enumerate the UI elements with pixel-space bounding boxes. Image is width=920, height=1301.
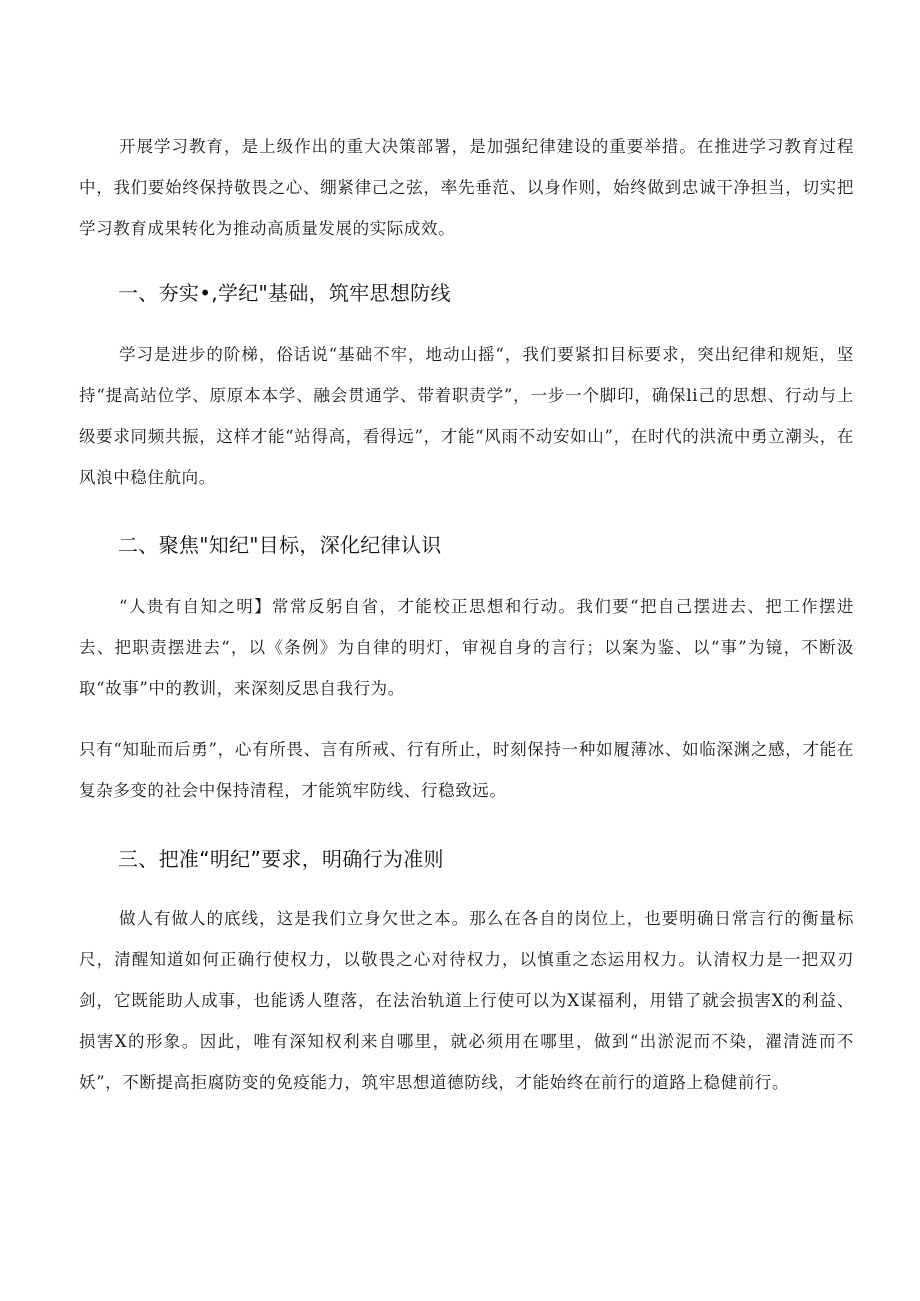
- section-heading-1: 一、夯实•,学纪"基础，筑牢思想防线: [118, 281, 451, 305]
- section-2-paragraph-2: 只有“知耻而后勇”，心有所畏、言有所戒、行有所止，时刻保持一种如履薄冰、如临深渊之感，才能在复杂多变的社会中保持清程，才能筑牢防线、行稳致远。: [79, 740, 854, 800]
- intro-paragraph: 开展学习教育，是上级作出的重大决策部署，是加强纪律建设的重要举措。在推进学习教育过程中，我们要始终保持敬畏之心、绷紧律己之弦，率先垂范、以身作则，始终做到忠诚干净担当，切实把学习教育成果转化为推动高质量发展的实际成效。: [79, 137, 854, 238]
- section-1-paragraph: 学习是进步的阶梯，俗话说“基础不牢，地动山摇“，我们要紧扣目标要求，突出纪律和规矩，坚持“提高站位学、原原本本学、融会贯通学、带着职责学”，一步一个脚印，确保li己的思想、行动与上级要求同频共振，这样才能“站得高，看得远”，才能“风雨不动安如山”，在时代的洪流中勇立潮头，在风浪中稳住航向。: [79, 345, 854, 487]
- section-heading-2: 二、聚焦"知纪"目标，深化纪律认识: [118, 533, 442, 557]
- section-3-paragraph: 做人有做人的底线，这是我们立身欠世之本。那么在各自的岗位上，也要明确日常言行的衡量标尺，清醒知道如何正确行使权力，以敬畏之心对待权力，以慎重之态运用权力。认清权力是一把双刃剑，它既能助人成事，也能诱人堕落，在法治轨道上行使可以为X谋福利，用错了就会损害X的利益、损害X的形象。因此，唯有深知权利来自哪里，就必须用在哪里，做到“出淤泥而不染，濯清涟而不妖”，不断提高拒腐防变的免疫能力，筑牢思想道德防线，才能始终在前行的道路上稳健前行。: [79, 909, 854, 1092]
- section-heading-3: 三、把准“明纪”要求，明确行为准则: [118, 847, 444, 871]
- section-2-paragraph-1: “人贵有自知之明】常常反躬自省，才能校正思想和行动。我们要“把自己摆进去、把工作摆进去、把职责摆进去“，以《条例》为自律的明灯，审视自身的言行；以案为鉴、以“事”为镜，不断汲取“故事”中的教训，来深刻反思自我行为。: [79, 597, 854, 698]
